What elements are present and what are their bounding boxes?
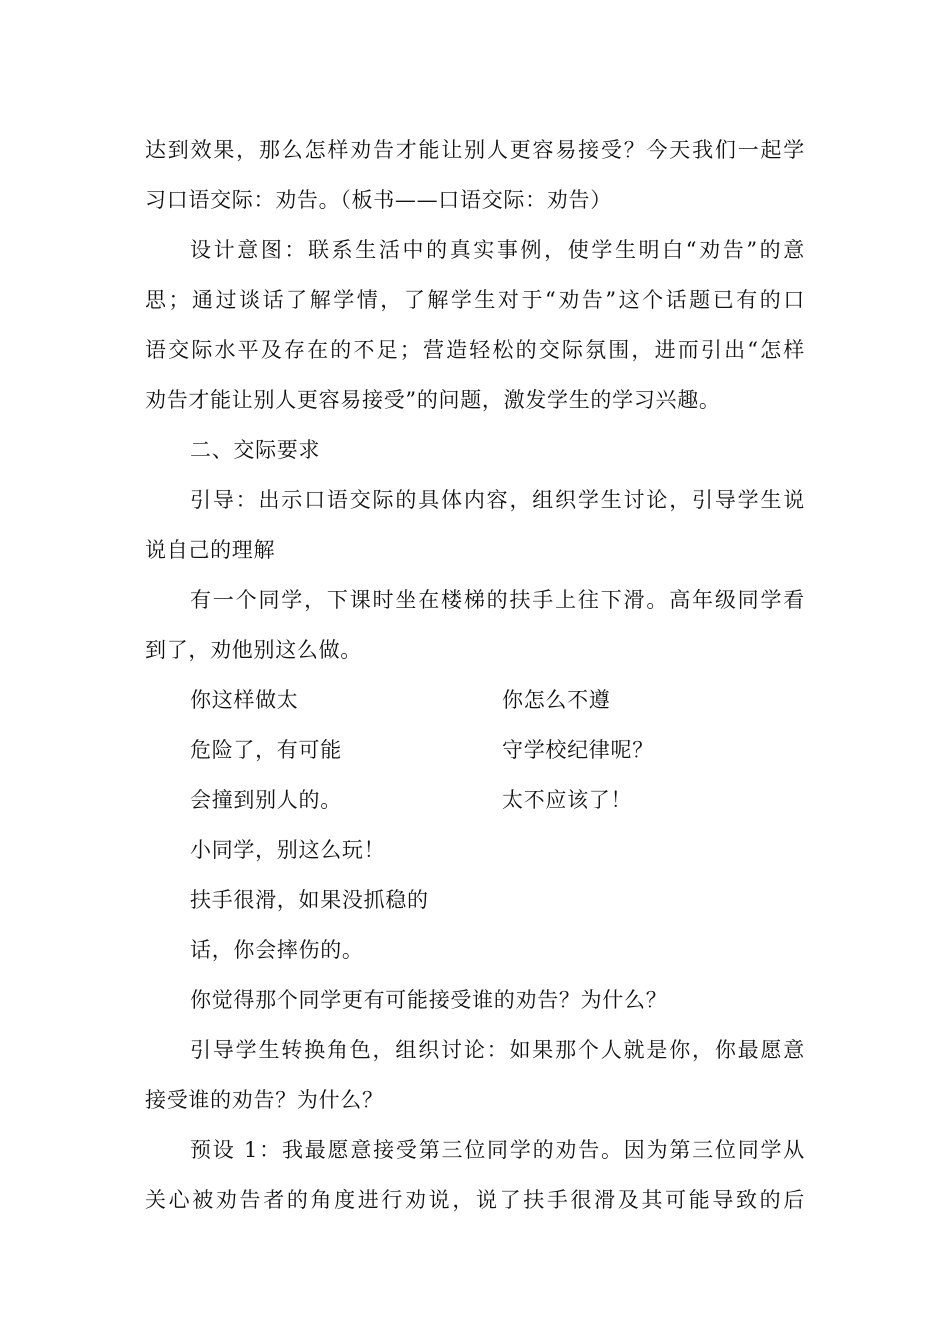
paragraph-line: 劝告才能让别人更容易接受”的问题，激发学生的学习兴趣。	[145, 388, 721, 412]
paragraph-line: 关心被劝告者的角度进行劝说，说了扶手很滑及其可能导致的后	[145, 1188, 805, 1212]
advice-three-line: 扶手很滑，如果没抓稳的	[190, 888, 429, 912]
advice-two-line: 守学校纪律呢？	[502, 738, 654, 762]
paragraph-line: 习口语交际：劝告。（板书——口语交际：劝告）	[145, 188, 612, 212]
paragraph-line: 说自己的理解	[145, 538, 276, 562]
advice-three-line: 小同学，别这么玩！	[190, 838, 386, 862]
design-intent-line: 设计意图：联系生活中的真实事例，使学生明白“劝告”的意	[190, 238, 805, 262]
paragraph-line: 到了，劝他别这么做。	[145, 638, 362, 662]
advice-one-line: 危险了，有可能	[190, 738, 342, 762]
advice-one-line: 你这样做太	[190, 688, 299, 712]
advice-two-line: 你怎么不遵	[502, 688, 611, 712]
paragraph-line: 语交际水平及存在的不足；营造轻松的交际氛围，进而引出“怎样	[145, 338, 805, 362]
advice-one-line: 会撞到别人的。	[190, 788, 342, 812]
advice-three-line: 话，你会摔伤的。	[190, 938, 364, 962]
advice-two-line: 太不应该了！	[502, 788, 633, 812]
preset-line: 预设 1：我最愿意接受第三位同学的劝告。因为第三位同学从	[190, 1138, 805, 1162]
section-heading: 二、交际要求	[190, 438, 321, 462]
paragraph-line: 引导学生转换角色，组织讨论：如果那个人就是你，你最愿意	[190, 1038, 805, 1062]
question-line: 你觉得那个同学更有可能接受谁的劝告？为什么？	[190, 988, 668, 1012]
paragraph-line: 达到效果，那么怎样劝告才能让别人更容易接受？今天我们一起学	[145, 138, 805, 162]
paragraph-line: 思；通过谈话了解学情，了解学生对于“劝告”这个话题已有的口	[145, 288, 805, 312]
paragraph-line: 接受谁的劝告？为什么？	[145, 1088, 384, 1112]
paragraph-line: 引导：出示口语交际的具体内容，组织学生讨论，引导学生说	[190, 488, 805, 512]
paragraph-line: 有一个同学，下课时坐在楼梯的扶手上往下滑。高年级同学看	[190, 588, 805, 612]
